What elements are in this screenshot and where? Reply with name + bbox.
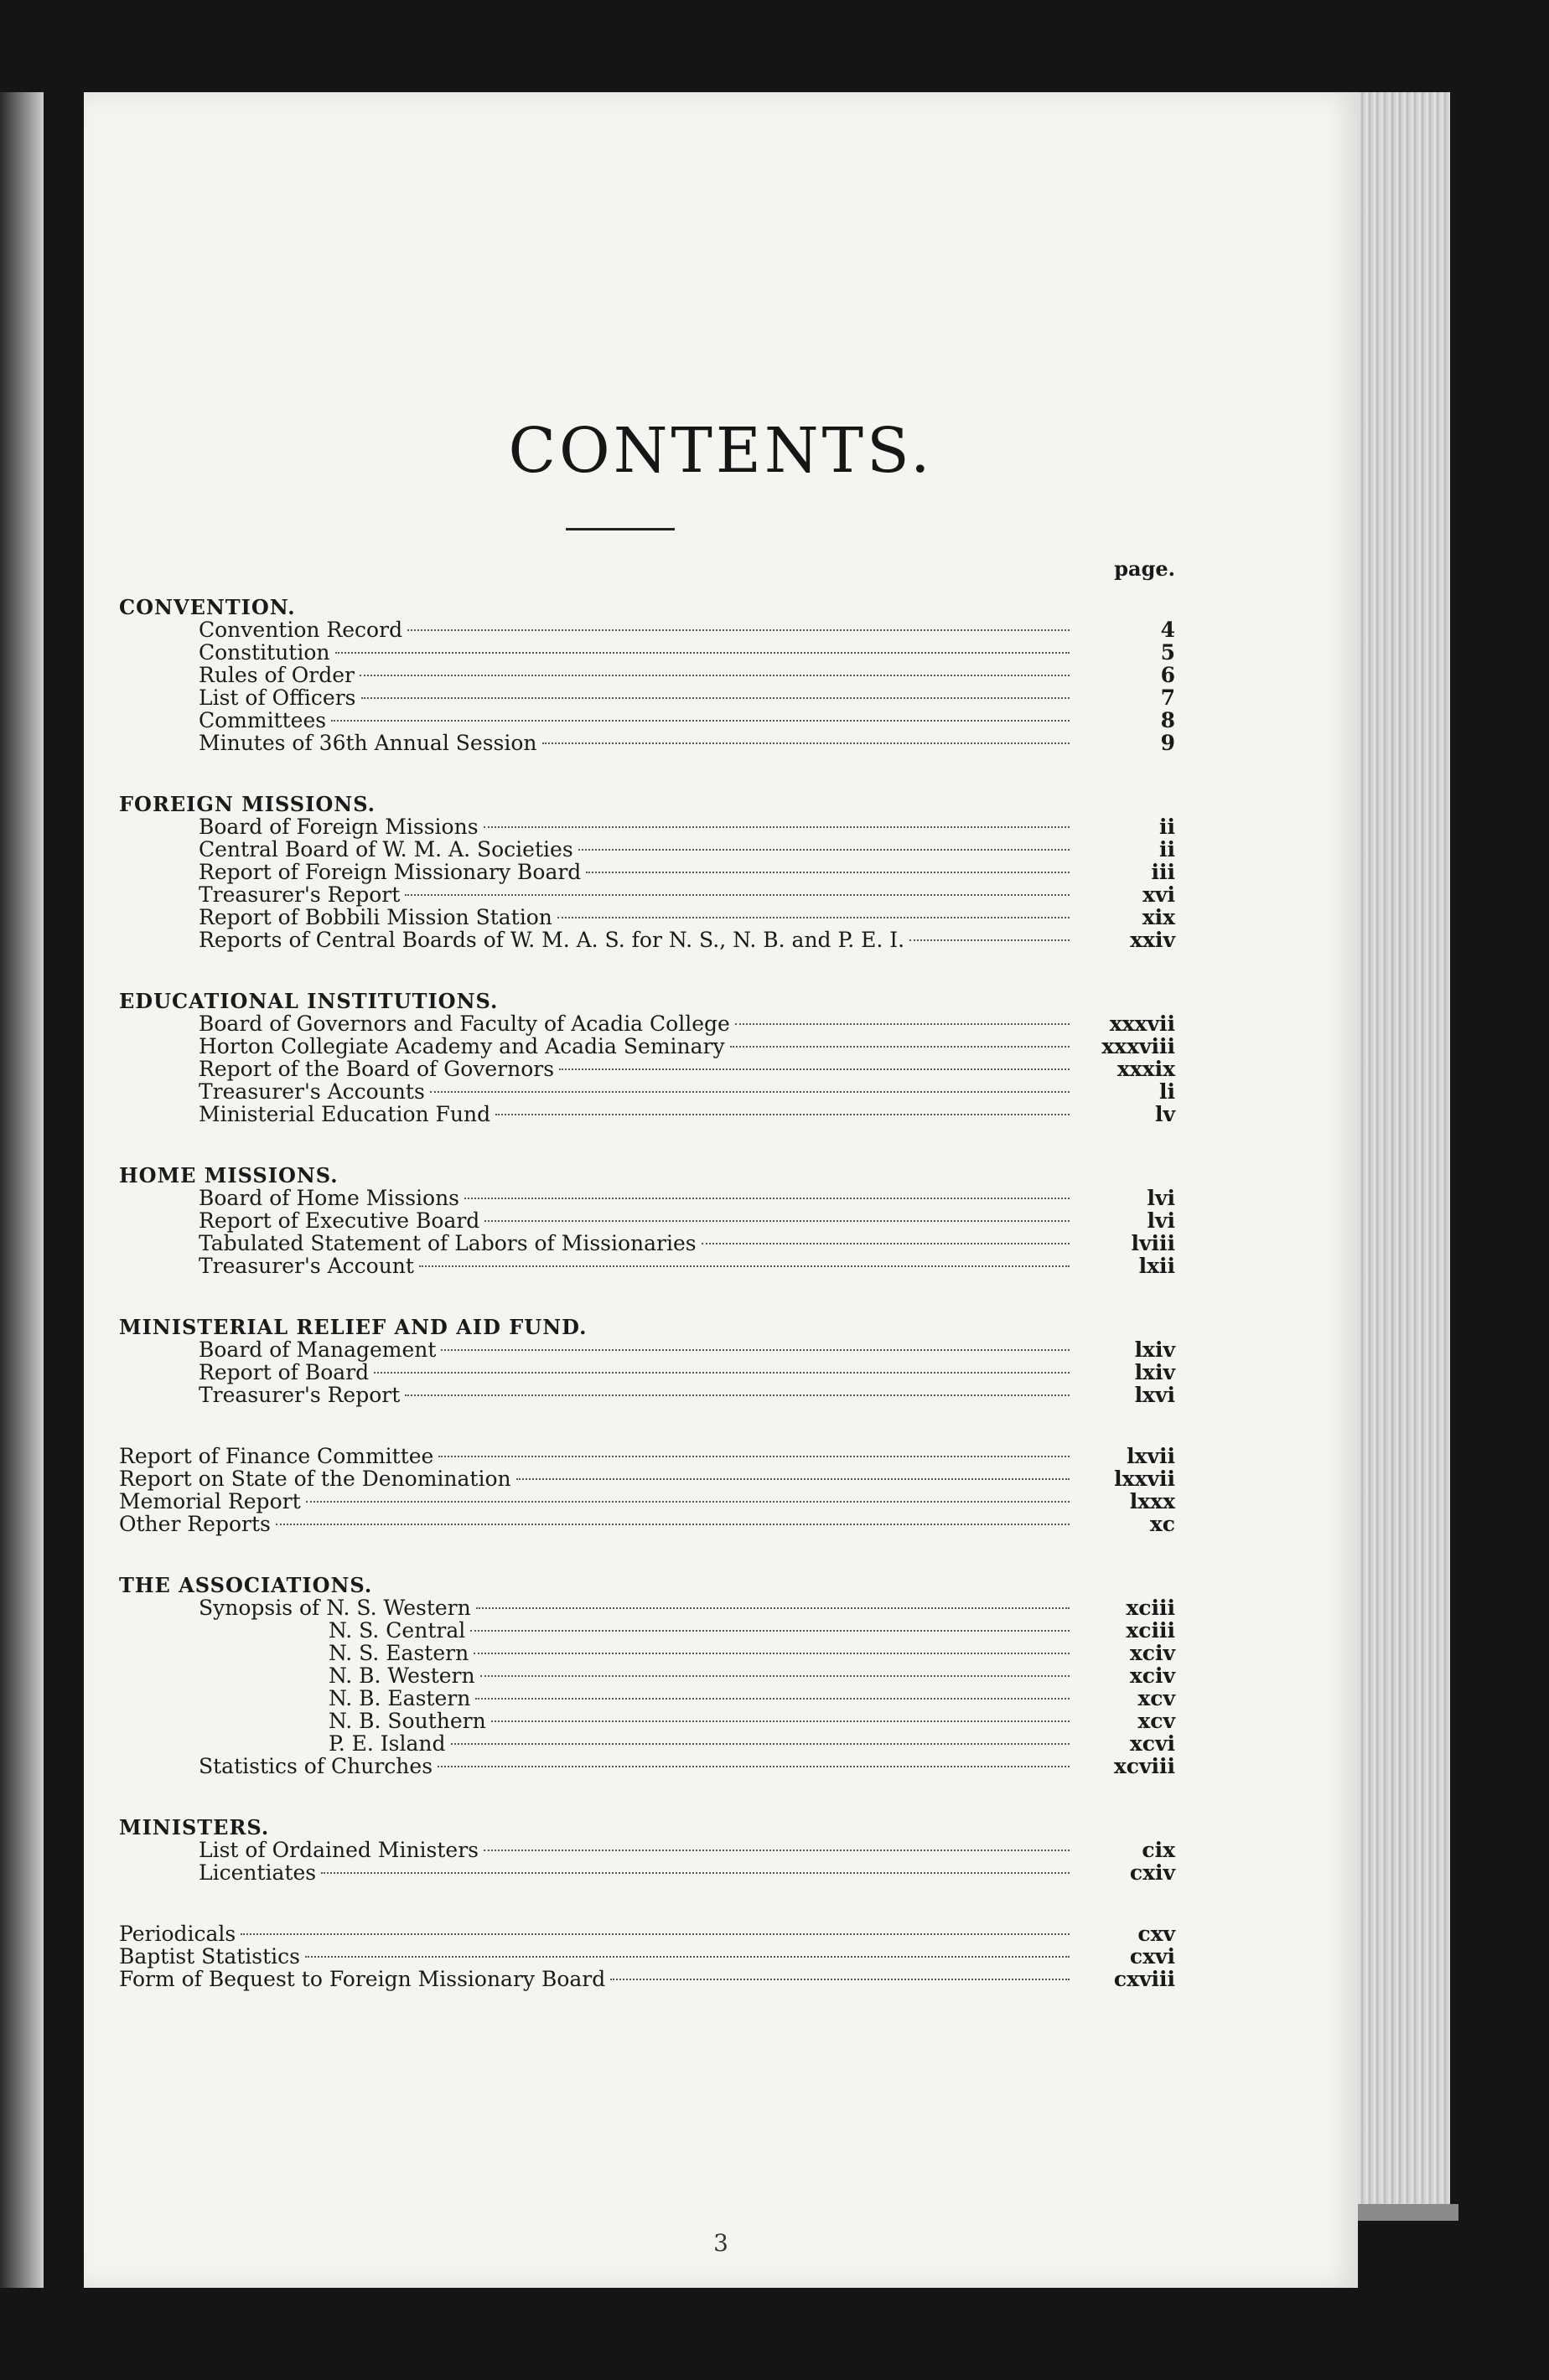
dot-leader xyxy=(321,1872,1070,1874)
section-heading: HOME MISSIONS. xyxy=(119,1163,339,1187)
entry-label: Other Reports xyxy=(119,1512,271,1536)
toc-entry xyxy=(119,1080,1175,1103)
entry-label: Report of Foreign Missionary Board xyxy=(199,860,582,884)
entry-page: xvi xyxy=(1142,882,1175,907)
entry-page: xciv xyxy=(1129,1663,1175,1688)
dot-leader xyxy=(241,1933,1070,1935)
entry-page: cxviii xyxy=(1113,1967,1175,1991)
toc-entry xyxy=(119,1035,1175,1058)
toc-entry xyxy=(119,732,1175,754)
entry-label: Statistics of Churches xyxy=(199,1754,433,1778)
dot-leader xyxy=(306,1501,1070,1503)
dot-leader xyxy=(361,697,1070,699)
entry-label: Report of the Board of Governors xyxy=(199,1057,555,1081)
toc-entry xyxy=(119,1642,1175,1664)
toc-section xyxy=(119,1816,1175,1884)
entry-label: P. E. Island xyxy=(329,1731,446,1756)
page-edges xyxy=(1350,92,1450,2204)
entry-page: 6 xyxy=(1160,663,1175,687)
section-heading: EDUCATIONAL INSTITUTIONS. xyxy=(119,989,499,1013)
toc-entry xyxy=(119,686,1175,709)
toc-entry xyxy=(119,838,1175,861)
toc-entry xyxy=(119,1187,1175,1209)
dot-leader xyxy=(335,652,1070,654)
entry-page: xxxix xyxy=(1116,1057,1175,1081)
dot-leader xyxy=(430,1091,1070,1093)
entry-page: li xyxy=(1159,1079,1175,1104)
page-number: 3 xyxy=(713,2229,728,2257)
toc-entry xyxy=(119,1361,1175,1384)
entry-page: lxvii xyxy=(1127,1444,1175,1468)
dot-leader xyxy=(610,1979,1070,1980)
toc-entry xyxy=(119,1103,1175,1125)
entry-label: N. B. Western xyxy=(329,1663,475,1688)
toc-section xyxy=(119,990,1175,1125)
entry-label: Board of Foreign Missions xyxy=(199,815,479,839)
entry-page: xxxviii xyxy=(1101,1034,1175,1058)
dot-leader xyxy=(438,1456,1070,1457)
dot-leader xyxy=(331,720,1070,722)
entry-page: 7 xyxy=(1160,686,1175,710)
dot-leader xyxy=(484,1850,1070,1851)
entry-label: Form of Bequest to Foreign Missionary Board xyxy=(119,1967,606,1991)
section-heading: MINISTERS. xyxy=(119,1815,270,1839)
entry-page: xc xyxy=(1149,1512,1175,1536)
entry-page: cxv xyxy=(1137,1922,1175,1946)
toc-entry xyxy=(119,1839,1175,1861)
entry-label: N. B. Southern xyxy=(329,1709,486,1733)
entry-label: List of Ordained Ministers xyxy=(199,1838,479,1862)
toc-entry xyxy=(119,929,1175,951)
entry-label: Central Board of W. M. A. Societies xyxy=(199,837,573,861)
dot-leader xyxy=(305,1956,1070,1958)
page-title: CONTENTS. xyxy=(508,415,934,487)
entry-page: ii xyxy=(1159,815,1175,839)
toc-entry xyxy=(119,815,1175,838)
dot-leader xyxy=(360,675,1070,676)
entry-label: Treasurer's Account xyxy=(199,1254,414,1278)
toc-entry xyxy=(119,1058,1175,1080)
entry-page: xxiv xyxy=(1130,928,1175,952)
entry-label: Report of Bobbili Mission Station xyxy=(199,905,552,929)
toc-entry xyxy=(119,1687,1175,1710)
entry-label: Board of Management xyxy=(199,1337,437,1362)
dot-leader xyxy=(438,1766,1070,1767)
title-rule xyxy=(566,528,675,530)
entry-label: Rules of Order xyxy=(199,663,355,687)
entry-page: 5 xyxy=(1160,640,1175,665)
book-spine xyxy=(0,92,44,2288)
section-heading: FOREIGN MISSIONS. xyxy=(119,792,376,816)
dot-leader xyxy=(476,1607,1070,1609)
toc-entry xyxy=(119,1732,1175,1755)
dot-leader xyxy=(735,1023,1070,1025)
dot-leader xyxy=(405,1394,1070,1396)
entry-page: ii xyxy=(1159,837,1175,861)
toc-entry xyxy=(119,1232,1175,1255)
toc-entry xyxy=(119,709,1175,732)
dot-leader xyxy=(405,894,1070,896)
entry-label: Tabulated Statement of Labors of Missionaries xyxy=(199,1231,697,1255)
toc-entry xyxy=(119,1445,1175,1467)
dot-leader xyxy=(451,1743,1070,1745)
entry-label: Report of Executive Board xyxy=(199,1208,480,1233)
entry-page: xcv xyxy=(1137,1686,1175,1710)
entry-page: xix xyxy=(1142,905,1175,929)
entry-page: lxxx xyxy=(1129,1489,1175,1513)
toc-entry xyxy=(119,1922,1175,1945)
toc-entry xyxy=(119,1467,1175,1490)
entry-label: Treasurer's Report xyxy=(199,882,401,907)
entry-page: xciii xyxy=(1126,1618,1175,1643)
toc-entry xyxy=(119,1945,1175,1968)
dot-leader xyxy=(586,872,1070,873)
toc-entry xyxy=(119,1490,1175,1513)
dot-leader xyxy=(484,826,1070,828)
entry-label: Horton Collegiate Academy and Acadia Seminary xyxy=(199,1034,725,1058)
entry-page: xcv xyxy=(1137,1709,1175,1733)
dot-leader xyxy=(559,1068,1070,1070)
table-of-contents xyxy=(119,557,1175,1990)
entry-page: lxvi xyxy=(1134,1383,1175,1407)
entry-page: 9 xyxy=(1160,731,1175,755)
entry-page: xciv xyxy=(1129,1641,1175,1665)
entry-page: lxxvii xyxy=(1114,1467,1175,1491)
entry-label: Report of Finance Committee xyxy=(119,1444,434,1468)
dot-leader xyxy=(419,1265,1070,1267)
toc-entry xyxy=(119,1619,1175,1642)
dot-leader xyxy=(484,1220,1070,1222)
section-heading: MINISTERIAL RELIEF AND AID FUND. xyxy=(119,1315,588,1339)
toc-entry xyxy=(119,1209,1175,1232)
dot-leader xyxy=(702,1243,1070,1244)
entry-page: xxxvii xyxy=(1109,1012,1175,1036)
dot-leader xyxy=(495,1114,1070,1115)
entry-label: Committees xyxy=(199,708,327,732)
section-heading: CONVENTION. xyxy=(119,595,296,619)
toc-entry xyxy=(119,883,1175,906)
entry-label: Report on State of the Denomination xyxy=(119,1467,511,1491)
toc-entry xyxy=(119,1861,1175,1884)
dot-leader xyxy=(557,917,1070,918)
entry-label: Ministerial Education Fund xyxy=(199,1102,491,1126)
entry-label: Treasurer's Report xyxy=(199,1383,401,1407)
entry-page: lxii xyxy=(1138,1254,1175,1278)
section-heading: THE ASSOCIATIONS. xyxy=(119,1573,373,1597)
dot-leader xyxy=(374,1372,1070,1374)
entry-label: N. B. Eastern xyxy=(329,1686,471,1710)
toc-entry xyxy=(119,1968,1175,1990)
dot-leader xyxy=(516,1478,1070,1480)
entry-page: cix xyxy=(1142,1838,1175,1862)
toc-section xyxy=(119,596,1175,754)
dot-leader xyxy=(491,1720,1070,1722)
toc-entry xyxy=(119,1513,1175,1535)
entry-page: lxiv xyxy=(1134,1360,1175,1384)
dot-leader xyxy=(480,1675,1070,1677)
toc-entry xyxy=(119,1755,1175,1777)
toc-entry xyxy=(119,861,1175,883)
entry-label: Licentiates xyxy=(199,1860,317,1885)
dot-leader xyxy=(730,1046,1070,1048)
toc-section xyxy=(119,1445,1175,1535)
entry-label: Periodicals xyxy=(119,1922,236,1946)
toc-entry xyxy=(119,641,1175,664)
entry-label: Synopsis of N. S. Western xyxy=(199,1596,471,1620)
dot-leader xyxy=(441,1349,1070,1351)
toc-entry xyxy=(119,1664,1175,1687)
toc-section xyxy=(119,1922,1175,1990)
dot-leader xyxy=(542,742,1070,744)
entry-page: lxiv xyxy=(1134,1337,1175,1362)
dot-leader xyxy=(470,1630,1070,1632)
entry-label: Constitution xyxy=(199,640,330,665)
entry-label: N. S. Eastern xyxy=(329,1641,469,1665)
entry-page: xcvi xyxy=(1129,1731,1175,1756)
toc-entry xyxy=(119,906,1175,929)
toc-entry xyxy=(119,664,1175,686)
toc-entry xyxy=(119,1338,1175,1361)
entry-page: lv xyxy=(1154,1102,1175,1126)
dot-leader xyxy=(909,939,1070,941)
entry-page: iii xyxy=(1151,860,1175,884)
toc-section xyxy=(119,1574,1175,1777)
toc-entry xyxy=(119,1710,1175,1732)
entry-label: Memorial Report xyxy=(119,1489,301,1513)
dot-leader xyxy=(407,629,1070,631)
book-page xyxy=(84,92,1358,2288)
entry-label: Reports of Central Boards of W. M. A. S. for N. S., N. B. and P. E. I. xyxy=(199,928,905,952)
toc-entry xyxy=(119,1255,1175,1277)
toc-entry xyxy=(119,618,1175,641)
toc-entry xyxy=(119,1384,1175,1406)
entry-page: lvi xyxy=(1147,1208,1175,1233)
entry-label: Board of Home Missions xyxy=(199,1186,460,1210)
entry-page: cxvi xyxy=(1129,1944,1175,1969)
entry-label: Convention Record xyxy=(199,618,403,642)
entry-label: List of Officers xyxy=(199,686,356,710)
entry-page: 4 xyxy=(1160,618,1175,642)
dot-leader xyxy=(474,1653,1070,1654)
dot-leader xyxy=(475,1698,1070,1700)
entry-label: Board of Governors and Faculty of Acadia College xyxy=(199,1012,730,1036)
dot-leader xyxy=(464,1198,1070,1199)
toc-entry xyxy=(119,1596,1175,1619)
toc-section xyxy=(119,1316,1175,1406)
entry-page: 8 xyxy=(1160,708,1175,732)
dot-leader xyxy=(578,849,1070,851)
entry-label: Report of Board xyxy=(199,1360,370,1384)
dot-leader xyxy=(276,1524,1070,1525)
entry-page: xciii xyxy=(1126,1596,1175,1620)
entry-page: lvi xyxy=(1147,1186,1175,1210)
page-column-label: page. xyxy=(1114,556,1175,581)
entry-page: xcviii xyxy=(1113,1754,1175,1778)
entry-page: cxiv xyxy=(1129,1860,1175,1885)
toc-section xyxy=(119,793,1175,951)
entry-label: N. S. Central xyxy=(329,1618,466,1643)
entry-page: lviii xyxy=(1131,1231,1175,1255)
entry-label: Baptist Statistics xyxy=(119,1944,300,1969)
entry-label: Treasurer's Accounts xyxy=(199,1079,425,1104)
toc-section xyxy=(119,1164,1175,1277)
toc-entry xyxy=(119,1012,1175,1035)
entry-label: Minutes of 36th Annual Session xyxy=(199,731,537,755)
